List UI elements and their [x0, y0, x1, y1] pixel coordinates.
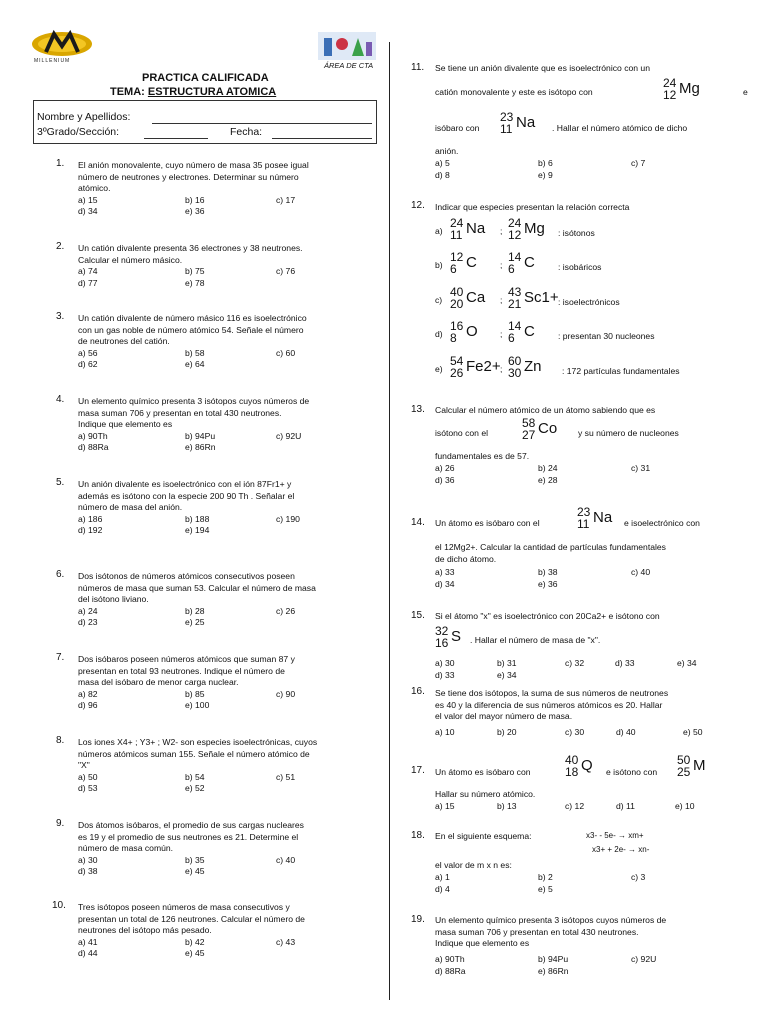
answer-option: d) 96 — [78, 700, 98, 710]
answer-option: d) 38 — [78, 866, 98, 876]
element-symbol: M — [693, 757, 706, 774]
question-text-line: fundamentales es de 57. — [435, 451, 530, 461]
answer-option: d) 77 — [78, 277, 98, 288]
question-number: 5. — [56, 477, 65, 488]
answer-option: a) 74 — [78, 266, 98, 276]
nuclide-mg — [663, 78, 723, 106]
mass-number: 32 — [435, 624, 449, 638]
nuclide-na — [500, 112, 560, 140]
question-text-line: número de masa común. — [78, 843, 174, 853]
answer-option: c) 43 — [276, 936, 296, 947]
answer-option: d) 33 — [615, 658, 635, 668]
question-text-line: El anión monovalente, cuyo número de masa 35 posee igual — [78, 160, 309, 170]
atomic-number: 21 — [508, 297, 522, 311]
answer-option: c) 3 — [631, 872, 646, 882]
answer-option: a) 90Th — [435, 954, 465, 964]
question-text-line: En el siguiente esquema: — [435, 831, 532, 841]
element-symbol: Q — [581, 757, 593, 774]
answer-option: e) 34 — [497, 669, 517, 680]
answer-option: a) 50 — [78, 771, 98, 782]
separator: ; — [500, 364, 503, 374]
question-text-line: . Hallar el número atómico de dicho — [552, 123, 688, 133]
separator: ; — [500, 260, 503, 270]
question-number: 7. — [56, 652, 65, 663]
atomic-number: 12 — [508, 228, 522, 242]
answer-option: d) 53 — [78, 783, 98, 793]
atomic-number: 26 — [450, 366, 464, 380]
answer-option: e) 78 — [185, 277, 205, 288]
answer-option: b) 42 — [185, 936, 205, 947]
mass-number: 24 — [450, 216, 464, 230]
mass-number: 23 — [577, 505, 591, 519]
mass-number: 40 — [450, 285, 464, 299]
question-text-line: e isótono con — [606, 767, 658, 777]
relation-text: : presentan 30 nucleones — [558, 331, 655, 341]
question-number: 12. — [411, 200, 425, 211]
student-info-box — [33, 100, 377, 144]
mass-number: 24 — [663, 76, 677, 90]
nuclide-right — [508, 356, 568, 384]
answer-option: c) 32 — [565, 658, 585, 668]
science-icon — [318, 32, 376, 60]
question-text-line: isóbaro con — [435, 123, 480, 133]
answer-option: e) 52 — [185, 783, 205, 793]
answer-option: d) 23 — [78, 617, 98, 627]
answer-option: d) 192 — [78, 525, 103, 535]
answer-option: c) 51 — [276, 771, 296, 782]
date-label: Fecha: — [230, 126, 263, 138]
answer-option: e) 64 — [185, 359, 205, 369]
answer-option: e) 10 — [675, 801, 695, 811]
question-text-line: anión. — [435, 146, 459, 156]
answer-option: a) 30 — [435, 658, 455, 668]
question-text-line: el valor del mayor número de masa. — [435, 711, 573, 721]
question-text-line: números atómicos suman 155. Señale el número atómico de — [78, 748, 310, 759]
question-text-line: de neutrones del catión. — [78, 336, 170, 346]
question-text-line: número de masa del anión. — [78, 502, 183, 512]
answer-option: c) 40 — [631, 567, 651, 577]
mass-number: 16 — [450, 319, 464, 333]
answer-option: b) 2 — [538, 872, 553, 882]
atomic-number: 11 — [500, 122, 513, 136]
answer-option: d) 11 — [616, 801, 635, 811]
element-symbol: Na — [466, 220, 486, 237]
question-number: 4. — [56, 394, 65, 405]
answer-option: b) 31 — [497, 658, 517, 668]
question-text-line: "X" — [78, 760, 90, 770]
option-prefix: d) — [435, 329, 443, 339]
question-number: 6. — [56, 569, 65, 580]
answer-option: c) 30 — [565, 727, 585, 737]
question-text-line: números de masa que suman 53. Calcular el número de masa — [78, 582, 316, 593]
answer-option: e) 36 — [538, 578, 558, 589]
question-text-line: catión monovalente y este es isótopo con — [435, 87, 593, 97]
answer-option: a) 1 — [435, 872, 450, 882]
relation-text: : isoelectrónicos — [558, 297, 620, 307]
atomic-number: 30 — [508, 366, 522, 380]
answer-option: b) 20 — [497, 727, 517, 737]
question-number: 18. — [411, 830, 425, 841]
mass-number: 24 — [508, 216, 522, 230]
atomic-number: 11 — [577, 517, 590, 531]
atomic-number: 27 — [522, 428, 536, 442]
question-text-line: del isótono liviano. — [78, 594, 149, 604]
question-text-line: Indique que elemento es — [435, 938, 530, 948]
question-text-line: isótono con el — [435, 428, 489, 438]
atomic-number: 12 — [663, 88, 677, 102]
answer-option: b) 188 — [185, 513, 210, 524]
question-number: 2. — [56, 241, 65, 252]
topic-title: TEMA: ESTRUCTURA ATOMICA — [110, 86, 277, 98]
question-text-line: Un elemento químico presenta 3 isótopos cuyos números de — [435, 915, 667, 925]
answer-option: a) 30 — [78, 854, 98, 865]
question-text-line: Dos átomos isóbaros, el promedio de sus cargas nucleares — [78, 820, 304, 830]
answer-option: c) 92U — [631, 954, 657, 964]
question-number: 1. — [56, 158, 65, 169]
name-field[interactable] — [152, 123, 372, 124]
question-number: 9. — [56, 818, 65, 829]
answer-option: c) 92U — [276, 430, 302, 441]
answer-option: e) 86Rn — [538, 965, 569, 976]
question-text-line: atómico. — [78, 183, 111, 193]
element-symbol: O — [466, 323, 478, 340]
element-symbol: Na — [516, 114, 536, 131]
nuclide-m — [677, 755, 737, 783]
element-symbol: Mg — [524, 220, 545, 237]
mass-number: 23 — [500, 110, 514, 124]
answer-option: e) 28 — [538, 474, 558, 485]
question-number: 3. — [56, 311, 65, 322]
equation-line: x3+ + 2e- → xn- — [592, 845, 650, 854]
atomic-number: 6 — [508, 331, 515, 345]
question-number: 10. — [52, 900, 66, 911]
answer-option: c) 26 — [276, 605, 296, 616]
question-text-line: . Hallar el número de masa de "x". — [470, 635, 601, 645]
separator: ; — [500, 295, 503, 305]
question-text-line: número de neutrones y electrones. Determinar su número — [78, 171, 299, 182]
nuclide-co — [522, 418, 582, 446]
question-text-line: Indicar que especies presentan la relación correcta — [435, 202, 630, 212]
answer-option: b) 35 — [185, 854, 205, 865]
answer-option: a) 186 — [78, 513, 103, 524]
question-text-line: Un anión divalente es isoelectrónico con el ión 87Fr1+ y — [78, 479, 292, 489]
answer-option: a) 26 — [435, 463, 455, 473]
mass-number: 14 — [508, 319, 522, 333]
option-prefix: e) — [435, 364, 443, 374]
answer-option: a) 82 — [78, 688, 98, 699]
answer-option: e) 5 — [538, 883, 553, 894]
answer-option: d) 88Ra — [435, 965, 466, 976]
question-text-line: masa suman 706 y presentan en total 430 neutrones. — [435, 926, 639, 937]
name-label: Nombre y Apellidos: — [37, 111, 131, 123]
question-text-line: masa suman 706 y presentan en total 430 neutrones. — [78, 407, 282, 418]
mass-number: 58 — [522, 416, 536, 430]
answer-option: d) 34 — [435, 578, 455, 589]
atomic-number: 16 — [435, 636, 449, 650]
question-text-line: es 19 y el promedio de sus neutrones es 21. Determine el — [78, 831, 299, 842]
answer-option: e) 45 — [185, 866, 205, 876]
answer-option: e) 9 — [538, 169, 553, 180]
element-symbol: S — [451, 628, 462, 645]
answer-option: c) 76 — [276, 266, 296, 276]
answer-option: d) 44 — [78, 948, 98, 958]
question-text-line: Se tiene un anión divalente que es isoelectrónico con un — [435, 63, 650, 73]
question-text-line: Los iones X4+ ; Y3+ ; W2- son especies isoelectrónicas, cuyos — [78, 737, 318, 747]
answer-option: a) 5 — [435, 158, 450, 168]
answer-option: e) 36 — [185, 206, 205, 216]
element-symbol: Ca — [466, 289, 486, 306]
answer-option: b) 54 — [185, 771, 205, 782]
question-text-line: neutrones del isótopo más pesado. — [78, 925, 212, 935]
answer-option: d) 62 — [78, 359, 98, 369]
answer-option: d) 34 — [78, 206, 98, 216]
question-text-line: e isoelectrónico con — [624, 518, 700, 528]
mass-number: 40 — [565, 753, 579, 767]
element-symbol: C — [524, 254, 535, 271]
mass-number: 43 — [508, 285, 522, 299]
question-text-line: además es isótono con la especie 200 90 Th . Señalar el — [78, 490, 295, 501]
element-symbol: Zn — [524, 358, 542, 375]
answer-option: c) 190 — [276, 513, 300, 524]
answer-option: e) 50 — [683, 727, 703, 737]
question-text-line: Un catión divalente presenta 36 electrones y 38 neutrones. — [78, 243, 303, 253]
answer-option: c) 7 — [631, 158, 646, 168]
question-text-line: Dos isóbaros poseen números atómicos que suman 87 y — [78, 654, 295, 664]
answer-option: c) 17 — [276, 194, 296, 205]
answer-option: b) 6 — [538, 158, 553, 168]
question-text-line: Hallar su número atómico. — [435, 789, 536, 799]
answer-option: e) 34 — [677, 658, 697, 668]
option-prefix: c) — [435, 295, 443, 305]
atomic-number: 20 — [450, 297, 464, 311]
mass-number: 54 — [450, 354, 464, 368]
question-text-line: masa del isóbaro de menor carga nuclear. — [78, 677, 239, 687]
answer-option: e) 100 — [185, 700, 210, 710]
answer-option: c) 40 — [276, 854, 296, 865]
answer-option: e) 25 — [185, 617, 205, 627]
element-symbol: Sc1+ — [524, 289, 559, 306]
question-number: 8. — [56, 735, 65, 746]
question-number: 19. — [411, 914, 425, 925]
answer-option: a) 56 — [78, 347, 98, 358]
answer-option: b) 28 — [185, 605, 205, 616]
element-symbol: C — [524, 323, 535, 340]
separator: ; — [500, 329, 503, 339]
answer-option: d) 33 — [435, 669, 455, 680]
question-text-line: y su número de nucleones — [578, 428, 679, 438]
answer-option: e) 45 — [185, 948, 205, 958]
answer-option: c) 90 — [276, 688, 296, 699]
question-text-line: Calcular el número másico. — [78, 254, 183, 265]
area-label: ÁREA DE CTA — [324, 61, 374, 70]
question-number: 15. — [411, 610, 425, 621]
answer-option: d) 36 — [435, 474, 455, 485]
relation-text: : isótonos — [558, 228, 595, 238]
question-text-line: de dicho átomo. — [435, 554, 497, 564]
relation-text: : isobáricos — [558, 262, 602, 272]
answer-option: a) 41 — [78, 936, 98, 947]
answer-option: a) 15 — [435, 801, 455, 811]
date-field[interactable] — [272, 138, 372, 139]
answer-option: c) 60 — [276, 347, 296, 358]
answer-option: a) 90Th — [78, 430, 108, 441]
question-text-line: e — [743, 87, 748, 97]
question-number: 11. — [411, 62, 425, 73]
answer-option: b) 85 — [185, 688, 205, 699]
atomic-number: 25 — [677, 765, 691, 779]
question-number: 14. — [411, 517, 425, 528]
question-text-line: Un catión divalente de número másico 116 es isoelectrónico — [78, 313, 307, 323]
question-text-line: Indique que elemento es — [78, 419, 173, 429]
question-number: 16. — [411, 686, 425, 697]
answer-option: c) 12 — [565, 801, 585, 811]
question-text-line: es 40 y la diferencia de sus números atómicos es 20. Hallar — [435, 699, 663, 710]
equation-line: x3- - 5e- → xm+ — [586, 831, 644, 840]
atomic-number: 11 — [450, 228, 463, 242]
answer-option: c) 31 — [631, 463, 651, 473]
atomic-number: 6 — [450, 262, 457, 276]
element-symbol: Co — [538, 420, 558, 437]
column-divider — [389, 42, 390, 1000]
answer-option: d) 8 — [435, 169, 450, 180]
mass-number: 60 — [508, 354, 522, 368]
grade-field[interactable] — [144, 138, 208, 139]
answer-option: b) 94Pu — [185, 430, 216, 441]
answer-option: b) 75 — [185, 266, 205, 276]
answer-option: b) 13 — [497, 801, 517, 811]
answer-option: b) 38 — [538, 567, 558, 577]
question-text-line: con un gas noble de número atómico 54. Señale el número — [78, 324, 304, 335]
relation-text: : 172 partículas fundamentales — [562, 366, 680, 376]
element-symbol: Na — [593, 509, 613, 526]
logo-subtitle: MILLENIUM — [34, 58, 71, 64]
atomic-number: 6 — [508, 262, 515, 276]
question-text-line: Dos isótonos de números atómicos consecutivos poseen — [78, 571, 295, 581]
separator: ; — [500, 226, 503, 236]
question-text-line: el valor de m x n es: — [435, 860, 512, 870]
answer-option: a) 15 — [78, 194, 98, 205]
question-text-line: el 12Mg2+. Calcular la cantidad de partículas fundamentales — [435, 542, 666, 552]
mass-number: 14 — [508, 250, 522, 264]
question-text-line: Un elemento químico presenta 3 isótopos cuyos números de — [78, 396, 310, 406]
millenium-logo — [30, 28, 94, 62]
element-symbol: Fe2+ — [466, 358, 501, 375]
answer-option: d) 88Ra — [78, 442, 109, 452]
option-prefix: b) — [435, 260, 443, 270]
answer-option: b) 16 — [185, 194, 205, 205]
question-text-line: Calcular el número atómico de un átomo sabiendo que es — [435, 405, 656, 415]
question-text-line: Un átomo es isóbaro con — [435, 767, 531, 777]
question-text-line: Se tiene dos isótopos, la suma de sus números de neutrones — [435, 688, 669, 698]
question-text-line: Un átomo es isóbaro con el — [435, 518, 540, 528]
answer-option: b) 58 — [185, 347, 205, 358]
element-symbol: C — [466, 254, 477, 271]
question-text-line: Si el átomo "x" es isoelectrónico con 20Ca2+ e isótono con — [435, 611, 660, 621]
answer-option: e) 194 — [185, 525, 210, 535]
answer-option: a) 24 — [78, 605, 98, 616]
answer-option: a) 33 — [435, 567, 455, 577]
question-text-line: presentan en total 93 neutrones. Indique el número de — [78, 665, 285, 676]
answer-option: a) 10 — [435, 727, 455, 737]
question-text-line: Tres isótopos poseen números de masa consecutivos y — [78, 902, 290, 912]
page-title: PRACTICA CALIFICADA — [142, 72, 269, 84]
atomic-number: 18 — [565, 765, 579, 779]
answer-option: d) 40 — [616, 727, 636, 737]
question-text-line: presentan un total de 126 neutrones. Calcular el número de — [78, 913, 305, 924]
question-number: 17. — [411, 765, 425, 776]
mass-number: 12 — [450, 250, 464, 264]
question-number: 13. — [411, 404, 425, 415]
grade-label: 3ºGrado/Sección: — [37, 126, 120, 138]
element-symbol: Mg — [679, 80, 700, 97]
answer-option: e) 86Rn — [185, 442, 216, 452]
answer-option: b) 24 — [538, 463, 558, 473]
option-prefix: a) — [435, 226, 443, 236]
answer-option: b) 94Pu — [538, 954, 569, 964]
atomic-number: 8 — [450, 331, 457, 345]
mass-number: 50 — [677, 753, 691, 767]
answer-option: d) 4 — [435, 883, 450, 894]
